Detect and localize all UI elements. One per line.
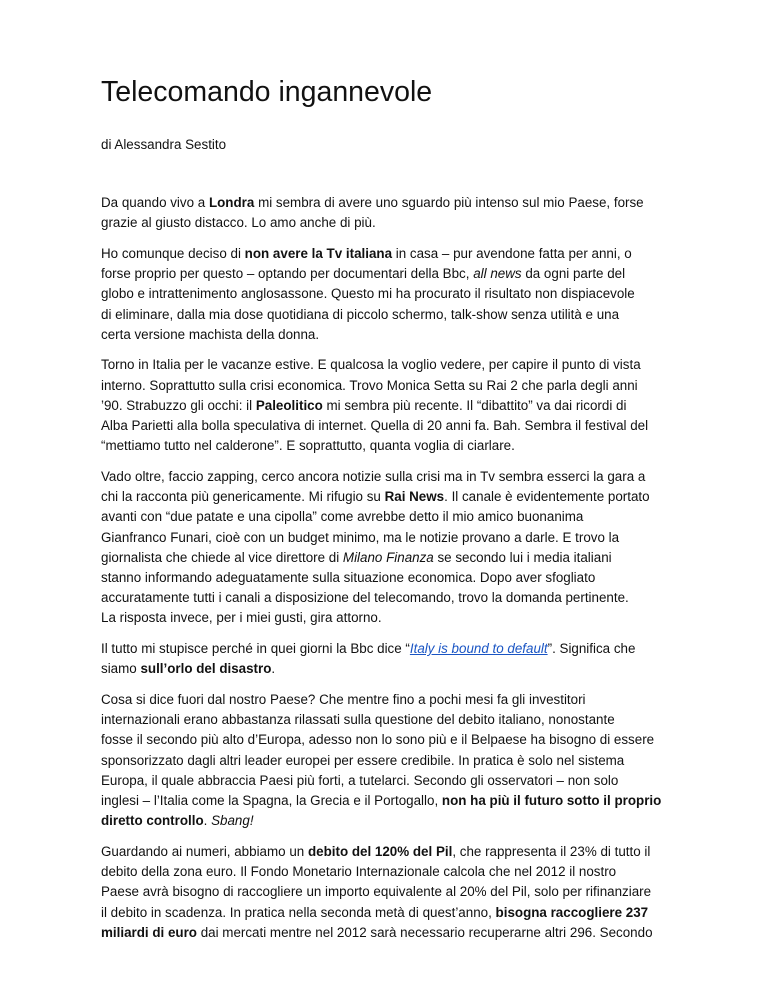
italic-milano-finanza: Milano Finanza (342, 549, 434, 565)
bold-diretto-controllo: diretto controllo (101, 813, 204, 829)
bold-debito-pil: debito del 120% del Pil (307, 843, 453, 859)
paragraph-1: Da quando vivo a Londra mi sembra di avere uno sguardo più intenso sul mio Paese, forse grazie al giusto distacco. Lo amo anche di più. (101, 195, 644, 231)
article-author: di Alessandra Sestito (101, 137, 227, 152)
paragraph-5: Il tutto mi stupisce perché in quei giorni la Bbc dice “Italy is bound to default”. Significa che siamo sull’orlo del disastro. (101, 641, 636, 677)
bold-londra: Londra (208, 195, 255, 210)
bbc-article-link[interactable]: Italy is bound to default (409, 641, 548, 657)
paragraph-7: Guardando ai numeri, abbiamo un debito del 120% del Pil, che rappresenta il 23% di tutto il debito della zona euro. Il Fondo Monetario Internazionale calcola che nel 2012 il nostro Paese avrà bisogno di raccogliere un importo equivalente al 20% del Pil, solo per rifinanziare il debito in scadenza. In pratica nella seconda metà di quest’anno, bisogna raccogliere 237 miliardi di euro dai mercati mentre nel 2012 sarà necessario recuperarne altri 296. Secondo (101, 843, 653, 940)
bold-paleolitico: Paleolitico (255, 397, 323, 413)
bold-rai-news: Rai News (384, 489, 445, 505)
bold-miliardi: miliardi di euro (101, 924, 197, 940)
bold-orlo-disastro: sull’orlo del disastro (140, 661, 272, 677)
paragraph-3: Torno in Italia per le vacanze estive. E qualcosa la voglio vedere, per capire il punto di vista interno. Soprattutto sulla crisi economica. Trovo Monica Setta su Rai 2 che parla degli anni ’90. Strabuzzo gli occhi: il Paleolitico mi sembra più recente. Il “dibattito” va dai ricordi di Alba Parietti alla bolla speculativa di internet. Quella di 20 anni fa. Bah. Sembra il festival del “mettiamo tutto nel calderone”. E soprattutto, quanta voglia di ciarlare. (101, 357, 649, 454)
paragraph-4: Vado oltre, faccio zapping, cerco ancora notizie sulla crisi ma in Tv sembra esserci la gara a chi la racconta più genericamente. Mi rifugio su Rai News. Il canale è evidentemente portato avanti con “due patate e una cipolla” come avrebbe detto il mio amico buonanima Gianfranco Funari, cioè con un budget minimo, ma le notizie provano a darle. E trovo la giornalista che chiede al vice direttore di Milano Finanza se secondo lui i media italiani stanno informando adeguatamente sulla situazione economica. Dopo aver sfogliato accuratamente tutti i canali a disposizione del telecomando, trovo la domanda pertinente. La risposta invece, per i miei gusti, gira attorno. (101, 468, 650, 626)
article-title: Telecomando ingannevole (101, 76, 433, 108)
paragraph-2: Ho comunque deciso di non avere la Tv italiana in casa – pur avendone fatta per anni, o forse proprio per questo – optando per documentari della Bbc, all news da ogni parte del globo e intrattenimento anglosassone. Questo mi ha procurato il risultato non dispiacevole di eliminare, dalla mia dose quotidiana di piccolo schermo, talk-show senza utilità e una certa versione machista della donna. (101, 245, 635, 342)
bold-no-tv: non avere la Tv italiana (244, 245, 393, 261)
paragraph-6: Cosa si dice fuori dal nostro Paese? Che mentre fino a pochi mesi fa gli investitori internazionali erano abbastanza rilassati sulla questione del debito italiano, nonostante fosse il secondo più alto d’Europa, adesso non lo sono più e il Belpaese ha bisogno di essere sponsorizzato dagli altri leader europei per essere credibile. In pratica è solo nel sistema Europa, il quale abbraccia Paesi più forti, a tutelarci. Secondo gli osservatori – non solo inglesi – l’Italia come la Spagna, la Grecia e il Portogallo, non ha più il futuro sotto il proprio diretto controllo. Sbang! (101, 691, 662, 829)
bold-raccogliere: bisogna raccogliere 237 (495, 904, 649, 920)
italic-sbang: Sbang! (211, 813, 254, 829)
article-body (101, 193, 681, 953)
italic-all-news: all news (473, 266, 522, 282)
bold-futuro: non ha più il futuro sotto il proprio (441, 792, 662, 808)
